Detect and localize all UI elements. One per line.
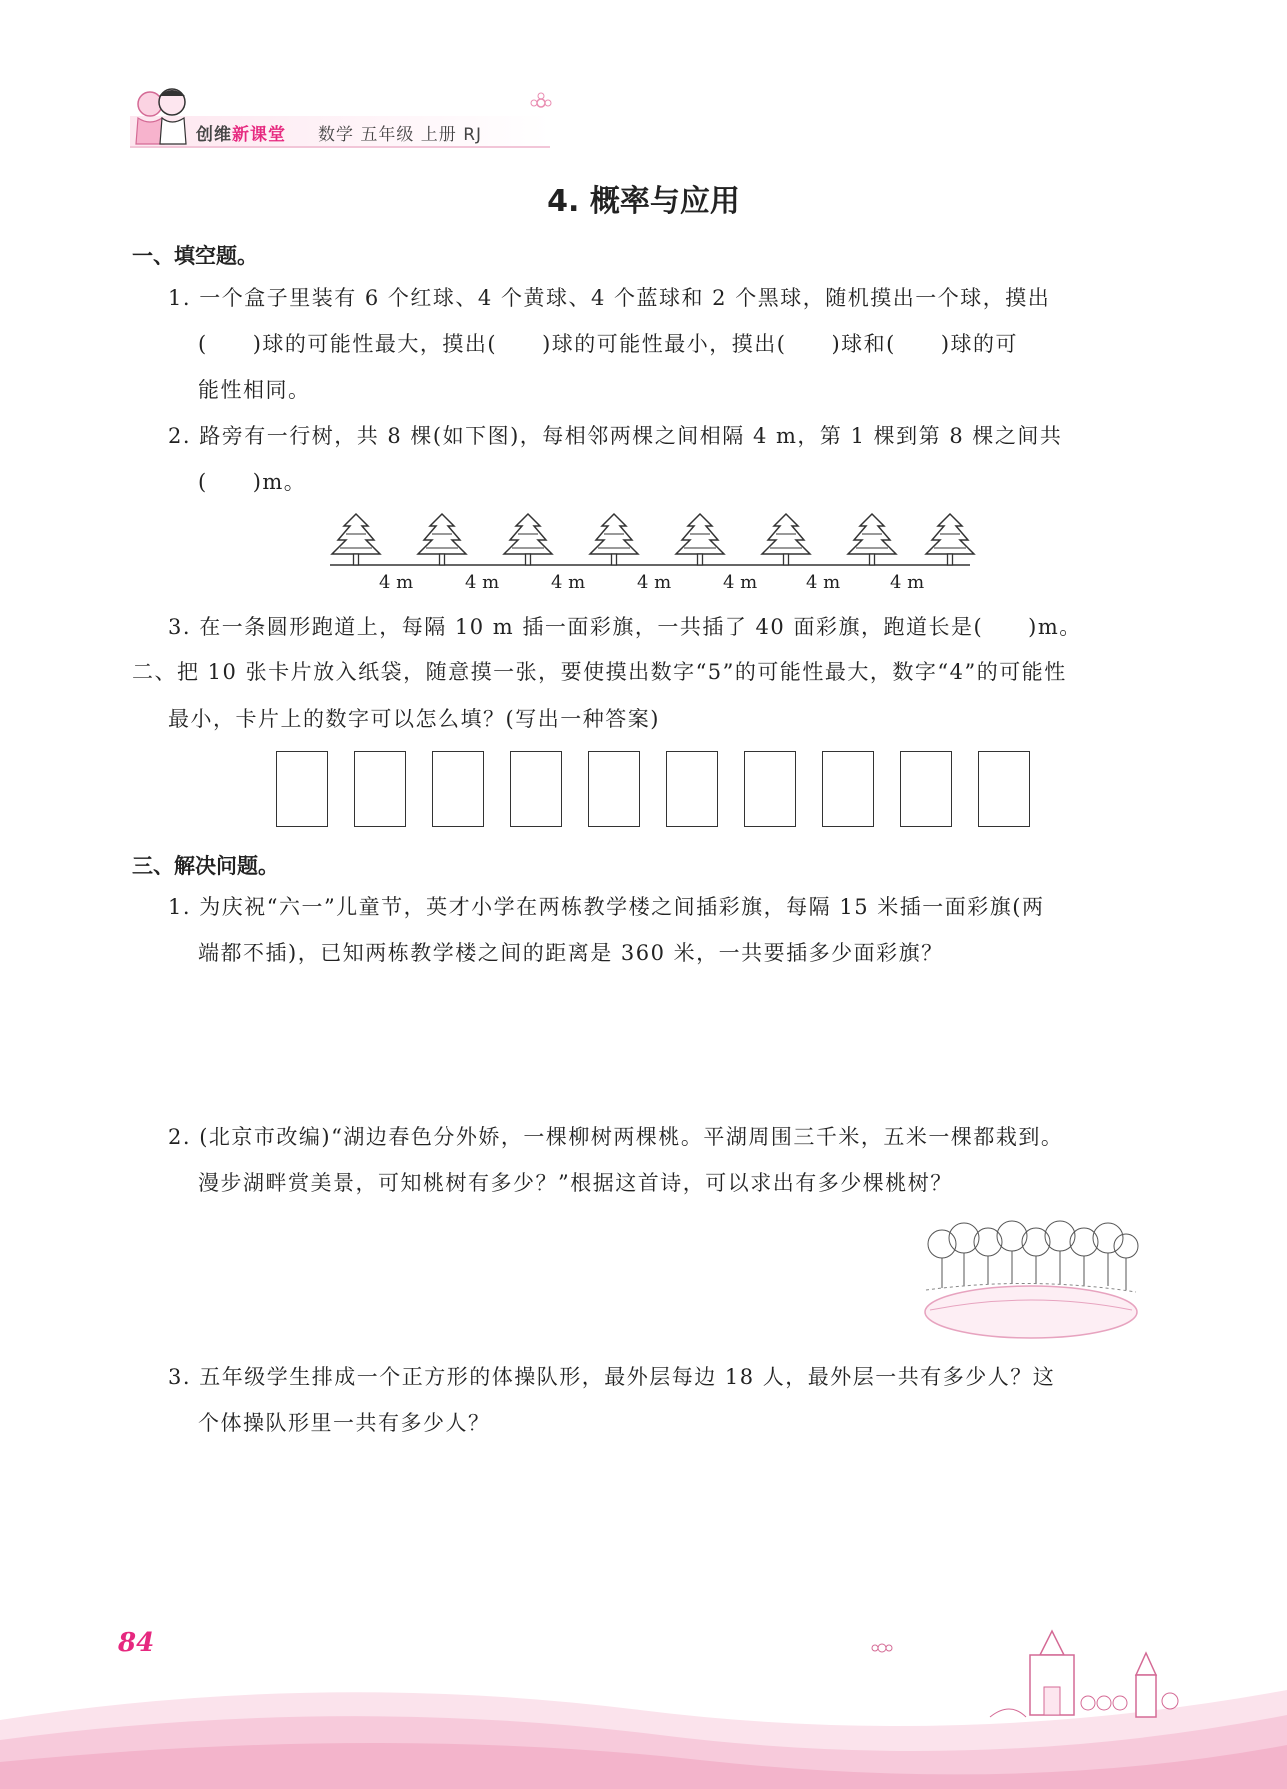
page-number: 84 xyxy=(118,1628,155,1658)
card-box[interactable] xyxy=(588,751,640,827)
flower-icon xyxy=(870,1638,894,1658)
brand-logo xyxy=(196,120,286,145)
q2-line2: ( )m。 xyxy=(198,470,307,494)
distance-label: 4 m xyxy=(806,572,841,593)
q1-line3: 能性相同。 xyxy=(198,378,311,402)
tree-icon xyxy=(676,514,724,565)
distance-label: 4 m xyxy=(465,572,500,593)
card-box[interactable] xyxy=(978,751,1030,827)
lake-illustration xyxy=(920,1214,1142,1342)
s3-q1-line2: 端都不插)，已知两栋教学楼之间的距离是 360 米，一共要插多少面彩旗？ xyxy=(198,941,944,965)
s3-q1-line1: 1. 为庆祝“六一”儿童节，英才小学在两栋教学楼之间插彩旗，每隔 15 米插一面彩旗(两 xyxy=(168,895,1045,919)
tree-icon xyxy=(332,514,380,565)
tree-icon xyxy=(762,514,810,565)
tree-icon xyxy=(848,514,896,565)
brand-part1: 创维 xyxy=(196,125,232,145)
card-box[interactable] xyxy=(822,751,874,827)
section1-heading: 一、填空题。 xyxy=(132,244,258,268)
card-box[interactable] xyxy=(276,751,328,827)
card-box[interactable] xyxy=(432,751,484,827)
trees-diagram xyxy=(320,508,980,568)
card-box[interactable] xyxy=(900,751,952,827)
page-title: 4. 概率与应用 xyxy=(547,184,740,219)
q1-line1: 1. 一个盒子里装有 6 个红球、4 个黄球、4 个蓝球和 2 个黑球，随机摸出一个球，摸出 xyxy=(168,286,1051,310)
s3-q3-line2: 个体操队形里一共有多少人？ xyxy=(198,1411,491,1435)
book-info: 数学 五年级 上册 RJ xyxy=(318,125,483,145)
section2-line1: 二、把 10 张卡片放入纸袋，随意摸一张，要使摸出数字“5”的可能性最大，数字“4”的可能性 xyxy=(132,660,1067,684)
castle-icon xyxy=(980,1625,1180,1745)
section2-line2: 最小，卡片上的数字可以怎么填？(写出一种答案) xyxy=(168,707,660,731)
s3-q2-line2: 漫步湖畔赏美景，可知桃树有多少？”根据这首诗，可以求出有多少棵桃树？ xyxy=(198,1171,953,1195)
distance-label: 4 m xyxy=(551,572,586,593)
card-box[interactable] xyxy=(666,751,718,827)
tree-icon xyxy=(590,514,638,565)
distance-label: 4 m xyxy=(637,572,672,593)
distance-label: 4 m xyxy=(723,572,758,593)
brand-part2: 新课堂 xyxy=(232,125,286,145)
flower-icon xyxy=(530,92,552,114)
card-box[interactable] xyxy=(744,751,796,827)
q1-line2: ( )球的可能性最大，摸出( )球的可能性最小，摸出( )球和( )球的可 xyxy=(198,332,1019,356)
tree-icon xyxy=(418,514,466,565)
section3-heading: 三、解决问题。 xyxy=(132,854,279,878)
card-box[interactable] xyxy=(510,751,562,827)
distance-label: 4 m xyxy=(379,572,414,593)
tree-icon xyxy=(926,514,974,565)
tree-icon xyxy=(504,514,552,565)
cartoon-kids-icon xyxy=(126,82,196,152)
s3-q2-line1: 2. (北京市改编)“湖边春色分外娇，一棵柳树两棵桃。平湖周围三千米，五米一棵都栽到。 xyxy=(168,1125,1064,1149)
card-box[interactable] xyxy=(354,751,406,827)
s3-q3-line1: 3. 五年级学生排成一个正方形的体操队形，最外层每边 18 人，最外层一共有多少人？这 xyxy=(168,1365,1056,1389)
q2-line1: 2. 路旁有一行树，共 8 棵(如下图)，每相邻两棵之间相隔 4 m，第 1 棵到第 8 棵之间共 xyxy=(168,424,1063,448)
q3-line1: 3. 在一条圆形跑道上，每隔 10 m 插一面彩旗，一共插了 40 面彩旗，跑道长是( )m。 xyxy=(168,615,1082,639)
distance-label: 4 m xyxy=(890,572,925,593)
